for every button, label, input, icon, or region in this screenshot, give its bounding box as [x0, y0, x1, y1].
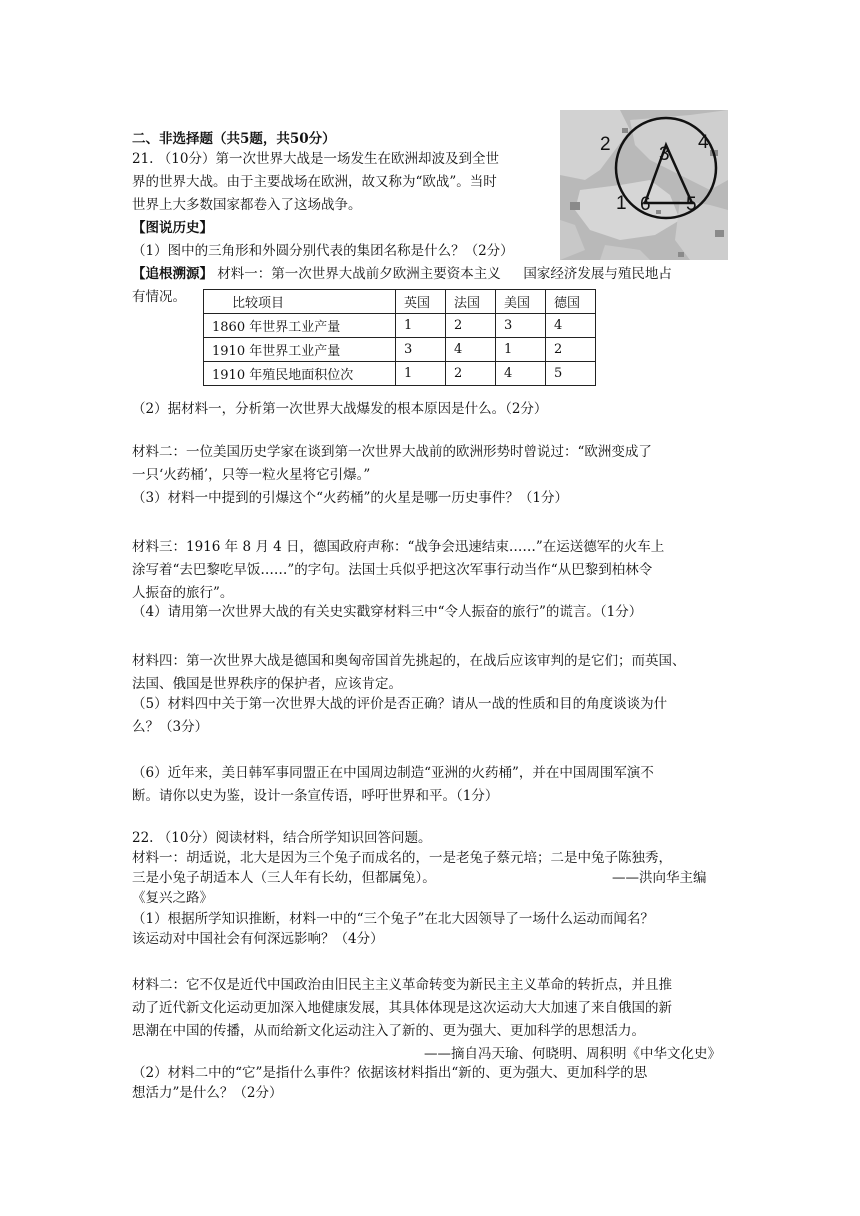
section-title: 二、非选择题（共5题，共50分）: [132, 131, 336, 147]
q21-intro-line-2: 界的世界大战。由于主要战场在欧洲，故又称为“欧战”。当时: [132, 174, 497, 190]
table-cell: 5: [546, 362, 596, 386]
table-cell: 3: [396, 338, 446, 362]
comparison-table: [203, 289, 596, 386]
q21-sub4: （4）请用第一次世界大战的有关史实戳穿材料三中“令人振奋的旅行”的谎言。（1分）: [132, 604, 643, 620]
material1-part-c: 有情况。: [132, 289, 186, 305]
q21-sub5-line-1: （5）材料四中关于第一次世界大战的评价是否正确？请从一战的性质和目的角度谈谈为什: [132, 696, 668, 712]
material3-line-2: 涂写着“去巴黎吃早饭……”的字句。法国士兵似乎把这次军事行动当作“从巴黎到柏林令: [132, 562, 653, 578]
table-header-cell: 美国: [496, 290, 546, 314]
q21-sub3: （3）材料一中提到的引爆这个“火药桶”的火星是哪一历史事件？（1分）: [132, 490, 568, 506]
table-cell: 1910 年殖民地面积位次: [204, 362, 396, 386]
map-label-6: 6: [640, 194, 651, 215]
table-header-cell: 英国: [396, 290, 446, 314]
map-label-5: 5: [686, 194, 697, 215]
table-cell: 2: [546, 338, 596, 362]
table-header-cell: 德国: [546, 290, 596, 314]
table-cell: 1: [396, 362, 446, 386]
map-label-2: 2: [600, 134, 611, 155]
material3-line-1: 材料三：1916 年 8 月 4 日，德国政府声称：“战争会迅速结束……”在运送德军的火车上: [132, 539, 665, 555]
q22-sub1-line-2: 该运动对中国社会有何深远影响？（4分）: [132, 931, 384, 947]
table-header-cell: 法国: [446, 290, 496, 314]
q21-sub6-line-2: 断。请你以史为鉴，设计一条宣传语，呼吁世界和平。（1分）: [132, 788, 499, 804]
table-cell: 1: [496, 338, 546, 362]
tag-tushuo: 【图说历史】: [132, 220, 213, 236]
map-label-1: 1: [616, 193, 627, 214]
table-cell: 1910 年世界工业产量: [204, 338, 396, 362]
q22-source1-b: 《复兴之路》: [132, 890, 213, 906]
q21-sub1: （1）图中的三角形和外圆分别代表的集团名称是什么？（2分）: [132, 243, 514, 259]
q21-material1-line: [132, 265, 672, 283]
q21-sub2: （2）据材料一，分析第一次世界大战爆发的根本原因是什么。（2分）: [132, 401, 548, 417]
table-row: [204, 338, 596, 362]
material1-part-a: 材料一：第一次世界大战前夕欧洲主要资本主义: [217, 266, 501, 282]
table-cell: 1: [396, 314, 446, 338]
q21-sub6-line-1: （6）近年来，美日韩军事同盟正在中国周边制造“亚洲的火药桶”，并在中国周围军演不: [132, 765, 654, 781]
map-label-3: 3: [659, 144, 670, 165]
tag-zhuigen: 【追根溯源】: [132, 266, 213, 282]
q21-intro-line-1: 21. （10分）第一次世界大战是一场发生在欧洲却波及到全世: [132, 151, 499, 167]
table-cell: 2: [446, 314, 496, 338]
q22-material1-line-1: 材料一：胡适说，北大是因为三个兔子而成名的，一是老兔子蔡元培；二是中兔子陈独秀，: [132, 850, 672, 866]
table-row: [204, 314, 596, 338]
q22-source2: ——摘自冯天瑜、何晓明、周积明《中华文化史》: [424, 1046, 721, 1062]
q22-material2-line-3: 思潮在中国的传播，从而给新文化运动注入了新的、更为强大、更加科学的思想活力。: [132, 1023, 645, 1039]
q22-sub2-line-1: （2）材料二中的“它”是指什么事件？依据该材料指出“新的、更为强大、更加科学的思: [132, 1065, 648, 1081]
material3-line-3: 人振奋的旅行”。: [132, 585, 234, 601]
q21-sub5-line-2: 么？（3分）: [132, 719, 209, 735]
q22-source1-a: ——洪向华主编: [612, 870, 707, 886]
q22-sub2-line-2: 想活力”是什么？（2分）: [132, 1085, 283, 1101]
table-header-row: [204, 290, 596, 314]
q22-material1-line-2: 三是小兔子胡适本人（三人年有长幼，但都属兔）。: [132, 870, 436, 886]
table-row: [204, 362, 596, 386]
map-label-4: 4: [698, 132, 709, 153]
material2-line-1: 材料二：一位美国历史学家在谈到第一次世界大战前的欧洲形势时曾说过：“欧洲变成了: [132, 444, 652, 460]
q22-material2-line-2: 动了近代新文化运动更加深入地健康发展，其具体体现是这次运动大大加速了来自俄国的新: [132, 1000, 672, 1016]
table-cell: 1860 年世界工业产量: [204, 314, 396, 338]
europe-map-image: [560, 110, 728, 260]
table-cell: 4: [496, 362, 546, 386]
table-header-cell: 比较项目: [204, 290, 396, 314]
table-cell: 3: [496, 314, 546, 338]
q22-sub1-line-1: （1）根据所学知识推断，材料一中的“三个兔子”在北大因领导了一场什么运动而闻名？: [132, 911, 654, 927]
q21-intro-line-3: 世界上大多数国家都卷入了这场战争。: [132, 197, 362, 213]
material4-line-2: 法国、俄国是世界秩序的保护者，应该肯定。: [132, 676, 402, 692]
material4-line-1: 材料四：第一次世界大战是德国和奥匈帝国首先挑起的，在战后应该审判的是它们；而英国、: [132, 653, 686, 669]
material2-line-2: 一只‘火药桶’，只等一粒火星将它引爆。”: [132, 467, 371, 483]
table-cell: 4: [546, 314, 596, 338]
q22-intro: 22. （10分）阅读材料，结合所学知识回答问题。: [132, 830, 432, 846]
q22-material2-line-1: 材料二：它不仅是近代中国政治由旧民主主义革命转变为新民主主义革命的转折点，并且推: [132, 977, 672, 993]
table-cell: 4: [446, 338, 496, 362]
material1-part-b: 国家经济发展与殖民地占: [523, 266, 672, 282]
table-cell: 2: [446, 362, 496, 386]
